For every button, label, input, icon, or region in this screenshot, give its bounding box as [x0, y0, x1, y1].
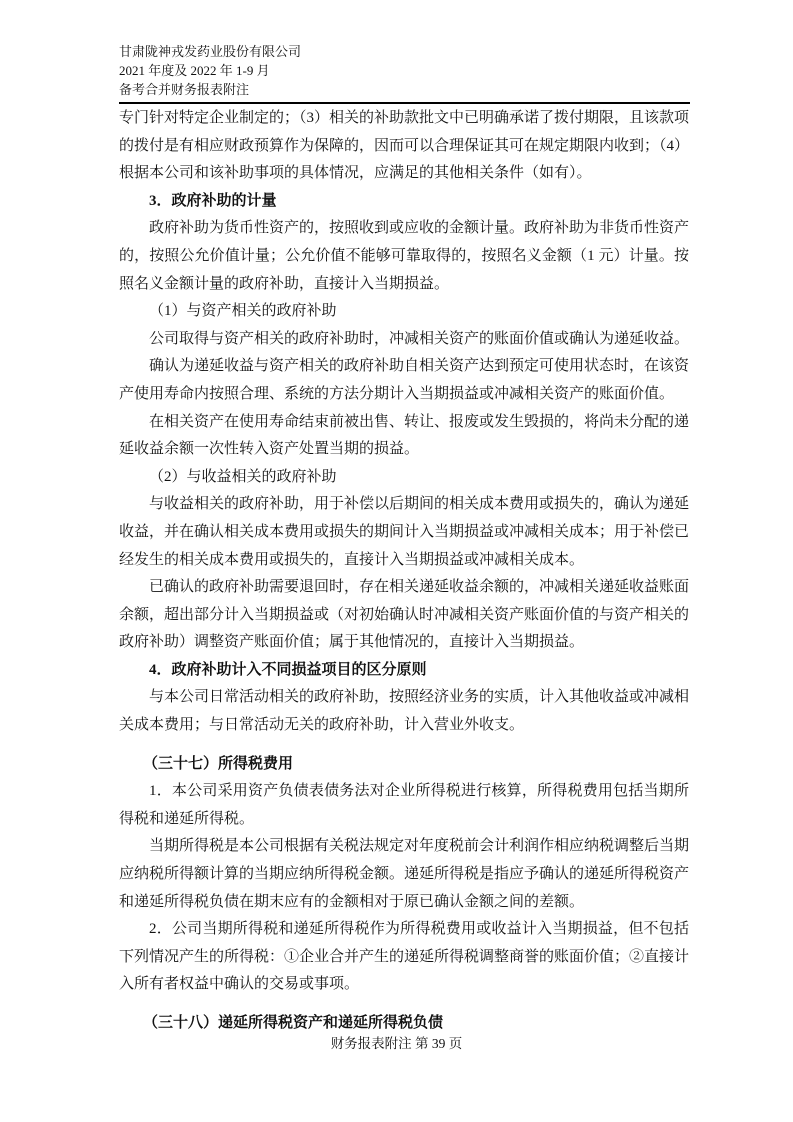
document-body [119, 105, 689, 1038]
heading-grant-profit-loss-classification: 4．政府补助计入不同损益项目的区分原则 [149, 661, 427, 678]
paragraph: 与本公司日常活动相关的政府补助，按照经济业务的实质，计入其他收益或冲减相关成本费用；与日常活动无关的政府补助，计入营业外收支。 [119, 689, 690, 734]
report-title: 备考合并财务报表附注 [119, 82, 250, 97]
paragraph: （2）与收益相关的政府补助 [149, 468, 337, 485]
paragraph: 在相关资产在使用寿命结束前被出售、转让、报废或发生毁损的，将尚未分配的递延收益余额一次性转入资产处置当期的损益。 [119, 413, 690, 458]
heading-government-grant-measurement: 3．政府补助的计量 [149, 192, 277, 209]
section-heading-deferred-tax: （三十八）递延所得税资产和递延所得税负债 [143, 1015, 444, 1031]
paragraph: 2．公司当期所得税和递延所得税作为所得税费用或收益计入当期损益，但不包括下列情况产生的所得税：①企业合并产生的递延所得税调整商誉的账面价值；②直接计入所有者权益中确认的交易或事项。 [119, 921, 690, 993]
paragraph: 公司取得与资产相关的政府补助时，冲减相关资产的账面价值或确认为递延收益。 [149, 330, 690, 347]
paragraph: 已确认的政府补助需要退回时，存在相关递延收益余额的，冲减相关递延收益账面余额，超出部分计入当期损益或（对初始确认时冲减相关资产账面价值的与资产相关的政府补助）调整资产账面价值；属于其他情况的，直接计入当期损益。 [119, 579, 690, 651]
company-name: 甘肃陇神戎发药业股份有限公司 [119, 44, 302, 59]
page-footer [0, 1034, 793, 1054]
paragraph: 当期所得税是本公司根据有关税法规定对年度税前会计利润作相应纳税调整后当期应纳税所得额计算的当期应纳所得税金额。递延所得税是指应予确认的递延所得税资产和递延所得税负债在期末应有的金额相对于原已确认金额之间的差额。 [119, 838, 690, 910]
paragraph: （1）与资产相关的政府补助 [149, 303, 337, 320]
section-heading-income-tax-expense: （三十七）所得税费用 [143, 755, 294, 772]
paragraph: 确认为递延收益与资产相关的政府补助自相关资产达到预定可使用状态时，在该资产使用寿命内按照合理、系统的方法分期计入当期损益或冲减相关资产的账面价值。 [119, 358, 690, 402]
paragraph: 与收益相关的政府补助，用于补偿以后期间的相关成本费用或损失的，确认为递延收益，并在确认相关成本费用或损失的期间计入当期损益或冲减相关成本；用于补偿已经发生的相关成本费用或损失的，直接计入当期损益或冲减相关成本。 [119, 496, 690, 568]
paragraph: 1．本公司采用资产负债表债务法对企业所得税进行核算，所得税费用包括当期所得税和递延所得税。 [119, 783, 689, 827]
report-period: 2021 年度及 2022 年 1-9 月 [119, 63, 270, 78]
page-number-label: 财务报表附注 第 39 页 [330, 1036, 463, 1051]
paragraph: 政府补助为货币性资产的，按照收到或应收的金额计量。政府补助为非货币性资产的，按照公允价值计量；公允价值不能够可靠取得的，按照名义金额（1 元）计量。按照名义金额计量的政府补助，直接计入当期损益。 [119, 220, 690, 292]
paragraph: 专门针对特定企业制定的；（3）相关的补助款批文中已明确承诺了拨付期限，且该款项的拨付是有相应财政预算作为保障的，因而可以合理保证其可在规定期限内收到；（4）根据本公司和该补助事项的具体情况，应满足的其他相关条件（如有）。 [119, 110, 690, 182]
page-header [119, 42, 690, 104]
